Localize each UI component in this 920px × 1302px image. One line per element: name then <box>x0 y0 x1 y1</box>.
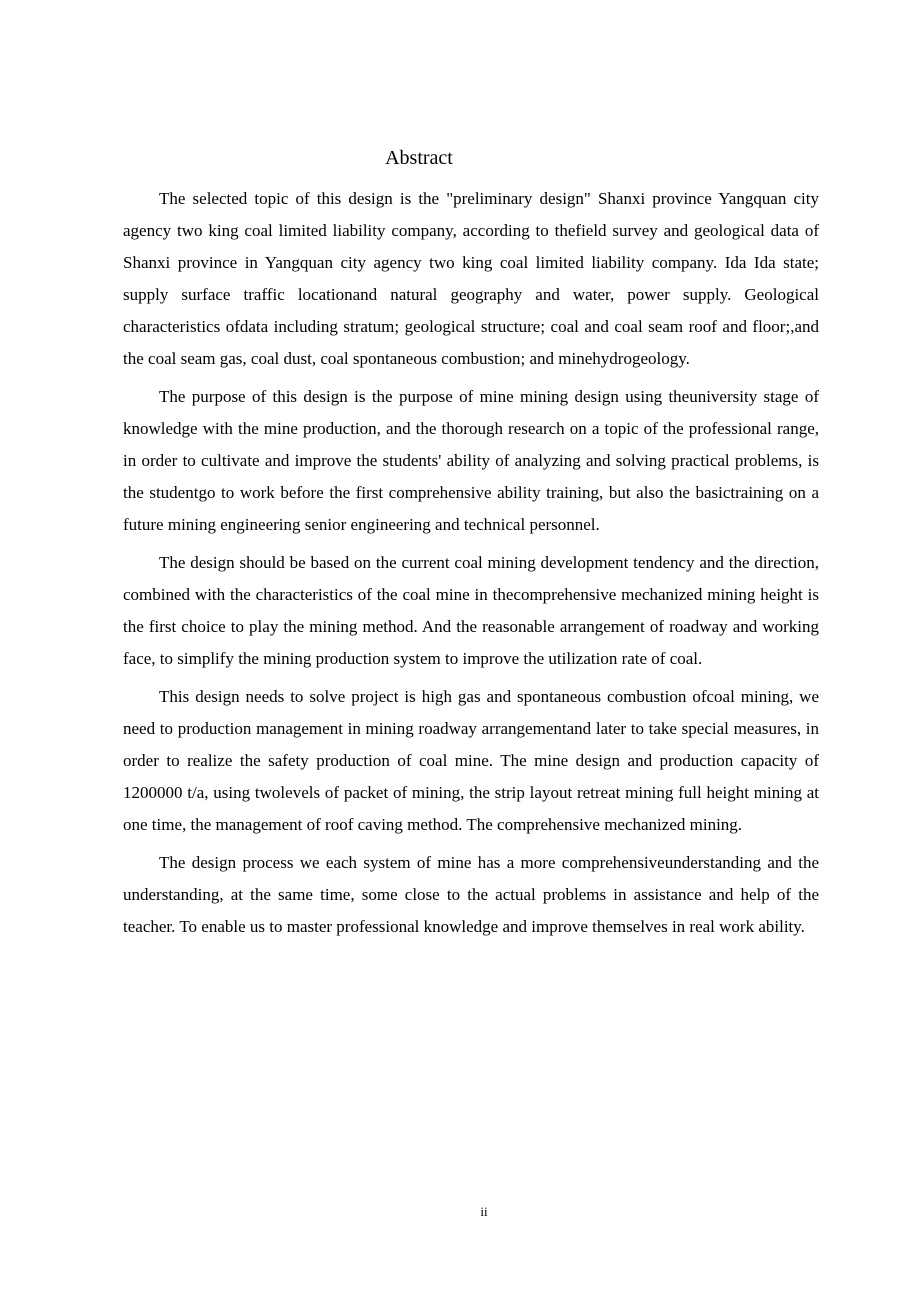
abstract-paragraph: The design process we each system of mine has a more comprehensiveunderstanding and the understanding, at the same time, some close to the actual problems in assistance and help of the teacher. To enable us to master professional knowledge and improve themselves in real work ability. <box>123 853 819 936</box>
abstract-paragraph: The purpose of this design is the purpose of mine mining design using theuniversity stage of knowledge with the mine production, and the thorough research on a topic of the professional range, in order to cultivate and improve the students' ability of analyzing and solving practical problems, is the studentgo to work before the first comprehensive ability training, but also the basictraining on a future mining engineering senior engineering and technical personnel. <box>123 387 819 534</box>
abstract-paragraph: The design should be based on the current coal mining development tendency and the direction, combined with the characteristics of the coal mine in thecomprehensive mechanized mining height is the first choice to play the mining method. And the reasonable arrangement of roadway and working face, to simplify the mining production system to improve the utilization rate of coal. <box>123 553 819 668</box>
page-number: ii <box>480 1204 488 1219</box>
abstract-paragraph: The selected topic of this design is the "preliminary design" Shanxi province Yangquan city agency two king coal limited liability company, according to thefield survey and geological data of Shanxi province in Yangquan city agency two king coal limited liability company. Ida Ida state; supply surface traffic locationand natural geography and water, power supply. Geological characteristics ofdata including stratum; geological structure; coal and coal seam roof and floor;,and the coal seam gas, coal dust, coal spontaneous combustion; and minehydrogeology. <box>123 189 819 368</box>
abstract-paragraph: This design needs to solve project is high gas and spontaneous combustion ofcoal mining, we need to production management in mining roadway arrangementand later to take special measures, in order to realize the safety production of coal mine. The mine design and production capacity of 1200000 t/a, using twolevels of packet of mining, the strip layout retreat mining full height mining at one time, the management of roof caving method. The comprehensive mechanized mining. <box>123 687 819 834</box>
abstract-title: Abstract <box>385 147 453 169</box>
abstract-body <box>123 183 819 949</box>
